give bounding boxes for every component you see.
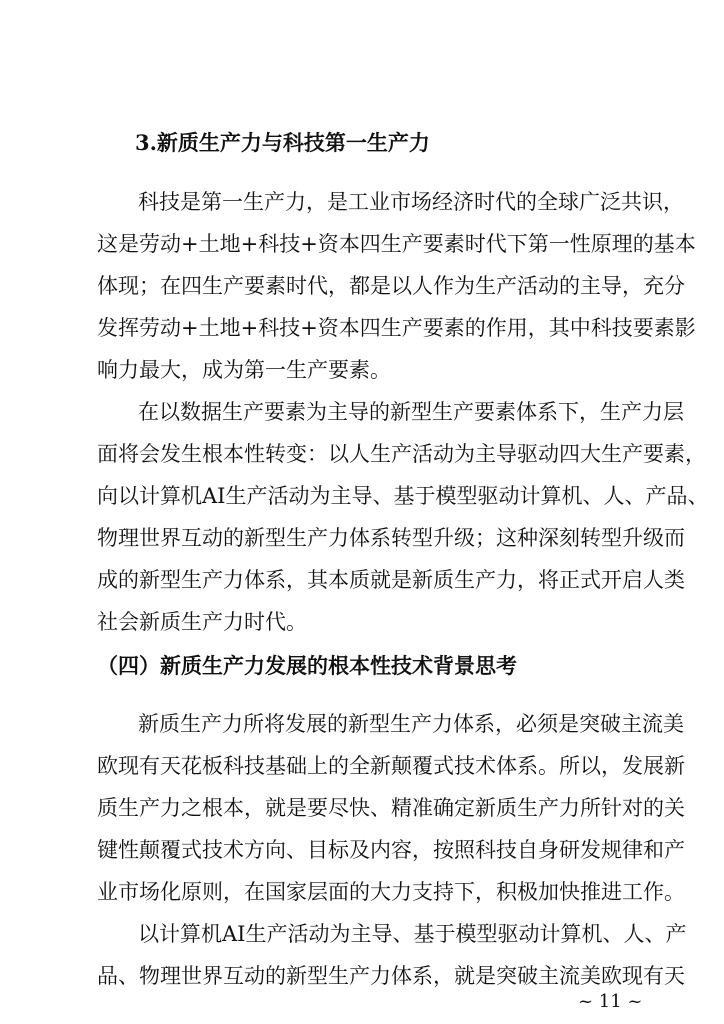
- paragraph-line: 新质生产力所将发展的新型生产力体系，必须是突破主流美: [138, 712, 684, 736]
- paragraph-line: 在以数据生产要素为主导的新型生产要素体系下，生产力层: [138, 400, 684, 424]
- paragraph-line: 欧现有天花板科技基础上的全新颠覆式技术体系。所以，发展新: [97, 754, 685, 778]
- paragraph-line: 以计算机AI生产活动为主导、基于模型驱动计算机、人、产: [138, 922, 687, 946]
- paragraph-line: 体现；在四生产要素时代，都是以人作为生产活动的主导，充分: [97, 274, 685, 298]
- paragraph-line: 这是劳动+土地+科技+资本四生产要素时代下第一性原理的基本: [97, 232, 696, 256]
- paragraph-line: 物理世界互动的新型生产力体系转型升级；这种深刻转型升级而: [97, 526, 685, 550]
- page-number: ~ 11 ~: [578, 991, 643, 1012]
- paragraph-line: 响力最大，成为第一生产要素。: [97, 358, 391, 382]
- paragraph-line: 发挥劳动+土地+科技+资本四生产要素的作用，其中科技要素影: [97, 316, 696, 340]
- paragraph-line: 社会新质生产力时代。: [97, 610, 307, 634]
- paragraph-line: 面将会发生根本性转变：以人生产活动为主导驱动四大生产要素，: [97, 442, 706, 466]
- paragraph-line: 键性颠覆式技术方向、目标及内容，按照科技自身研发规律和产: [97, 838, 685, 862]
- paragraph-line: 品、物理世界互动的新型生产力体系，就是突破主流美欧现有天: [97, 964, 685, 988]
- paragraph-line: 质生产力之根本，就是要尽快、精准确定新质生产力所针对的关: [97, 796, 685, 820]
- paragraph-line: 科技是第一生产力，是工业市场经济时代的全球广泛共识，: [138, 190, 684, 214]
- section-heading: （四）新质生产力发展的根本性技术背景思考: [97, 653, 517, 678]
- paragraph-line: 向以计算机AI生产活动为主导、基于模型驱动计算机、人、产品、: [97, 484, 709, 508]
- paragraph-line: 业市场化原则，在国家层面的大力支持下，积极加快推进工作。: [97, 880, 685, 904]
- paragraph-line: 成的新型生产力体系，其本质就是新质生产力，将正式开启人类: [97, 568, 685, 592]
- section-heading: 3.新质生产力与科技第一生产力: [135, 130, 430, 155]
